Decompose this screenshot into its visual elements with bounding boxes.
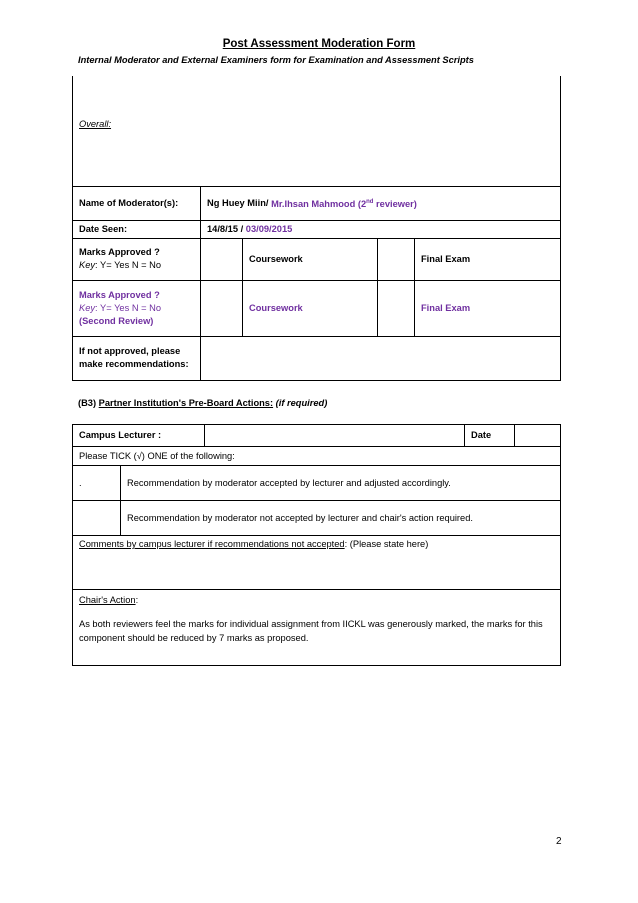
date-seen-value: [201, 220, 561, 238]
date-seen-separator: /: [238, 223, 246, 234]
chair-action-colon: :: [135, 595, 139, 605]
coursework-mark-box[interactable]: [201, 238, 243, 280]
comments-label: Comments by campus lecturer if recommendations not accepted: [79, 539, 345, 549]
marks-approved-second-cell: [73, 280, 201, 336]
not-approved-label: If not approved, please make recommendations:: [73, 336, 201, 380]
section-b3-prefix: (B3): [78, 398, 99, 408]
marks-approved-cell: [73, 238, 201, 280]
moderator-name-1: Ng Huey Miin: [207, 198, 266, 209]
moderation-table: [72, 76, 561, 381]
coursework-mark-box-2[interactable]: [201, 280, 243, 336]
recommendations-field[interactable]: [201, 336, 561, 380]
comments-cell[interactable]: [73, 536, 561, 590]
chair-action-heading: [79, 594, 554, 607]
key-text-2: : Y= Yes N = No: [95, 302, 162, 313]
preboard-table: [72, 424, 561, 666]
marks-approved-key: [79, 259, 194, 272]
moderator-name-2-sup: nd: [366, 198, 374, 205]
moderator-name-2-end: reviewer): [373, 198, 417, 209]
overall-label: Overall:: [79, 119, 112, 129]
page-number: 2: [556, 836, 562, 847]
final-exam-mark-box[interactable]: [378, 238, 415, 280]
moderator-name-2: [271, 199, 417, 209]
option-2-text: Recommendation by moderator not accepted by lecturer and chair's action required.: [121, 501, 561, 536]
comments-suffix: : (Please state here): [344, 539, 429, 549]
campus-lecturer-label: Campus Lecturer :: [73, 425, 205, 447]
date-seen-2: 03/09/2015: [245, 223, 293, 234]
final-exam-mark-box-2[interactable]: [378, 280, 415, 336]
moderator-name-2-text: Mr.Ihsan Mahmood (2: [271, 198, 367, 209]
chair-action-cell: [73, 590, 561, 666]
second-review-label: (Second Review): [79, 315, 154, 326]
key-label-2: Key: [79, 302, 96, 313]
section-b3-heading: [78, 398, 327, 408]
moderator-name-label: Name of Moderator(s):: [73, 186, 201, 220]
option-2-tick[interactable]: [73, 501, 121, 536]
key-label: Key: [79, 260, 96, 270]
coursework-label: Coursework: [243, 238, 378, 280]
date-seen-1: 14/8/15: [207, 223, 239, 234]
marks-approved-second-label: Marks Approved ?: [79, 289, 160, 300]
date-label: Date: [465, 425, 515, 447]
overall-cell: [73, 76, 561, 186]
tick-instruction: Please TICK (√) ONE of the following:: [73, 447, 561, 466]
marks-approved-label: Marks Approved ?: [79, 247, 160, 257]
moderator-name-value: [201, 186, 561, 220]
section-b3-note: (if required): [273, 398, 328, 408]
key-text: : Y= Yes N = No: [95, 260, 162, 270]
option-1-text: Recommendation by moderator accepted by lecturer and adjusted accordingly.: [121, 466, 561, 501]
page-subtitle: Internal Moderator and External Examiners form for Examination and Assessment Scripts: [78, 55, 474, 65]
campus-lecturer-field[interactable]: [205, 425, 465, 447]
marks-approved-second-key: [79, 302, 194, 315]
page-title: Post Assessment Moderation Form: [222, 38, 416, 50]
date-seen-label: Date Seen:: [73, 220, 201, 238]
section-b3-title: Partner Institution's Pre-Board Actions:: [98, 398, 274, 408]
option-1-tick[interactable]: .: [73, 466, 121, 501]
date-field[interactable]: [515, 425, 561, 447]
chair-action-text: As both reviewers feel the marks for individual assignment from IICKL was generously marked, the marks for this component should be reduced by 7 marks as proposed.: [79, 619, 543, 643]
moderator-name-separator: /: [265, 198, 269, 209]
final-exam-label-2: Final Exam: [415, 280, 561, 336]
final-exam-label: Final Exam: [415, 238, 561, 280]
chair-action-label: Chair's Action: [79, 595, 136, 605]
coursework-label-2: Coursework: [243, 280, 378, 336]
